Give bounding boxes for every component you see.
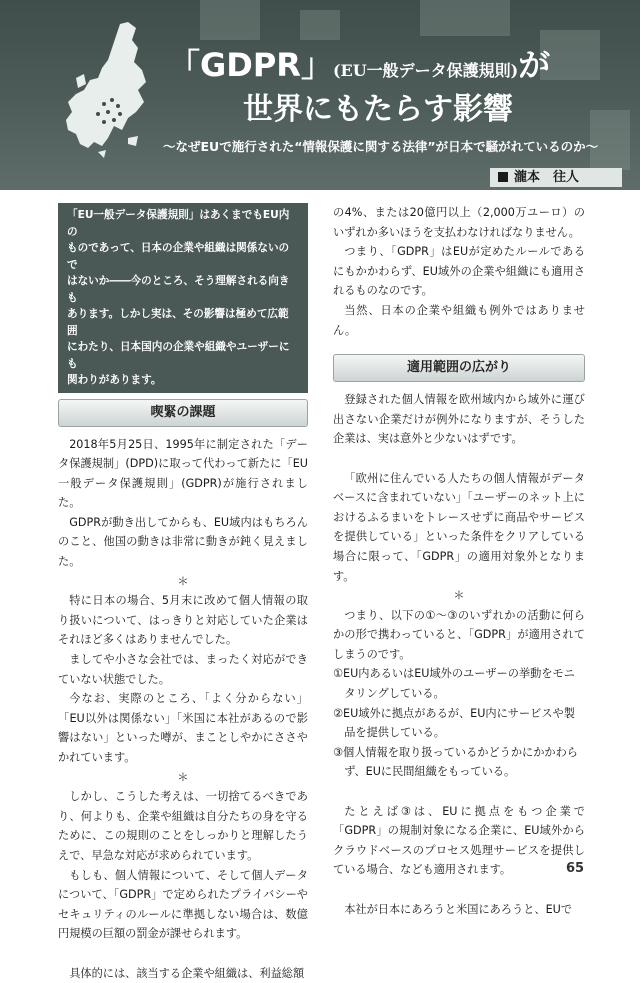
header-banner — [0, 0, 640, 190]
title-bracket-close: 」 — [300, 46, 333, 84]
title-ga: が — [518, 46, 551, 84]
paragraph: つまり、「GDPR」はEUが定めたルールであるにもかかわらず、EU域外の企業や組織にも適用されるものなのです。 — [333, 245, 585, 298]
left-column — [58, 203, 308, 983]
paragraph: 2018年5月25日、1995年に制定された「データ保護規制」(DPD)に取って代わって新たに「EU一般データ保護規則」(GDPR)が施行されました。 — [58, 437, 308, 510]
article-title — [168, 40, 638, 86]
section-star: ＊ — [177, 770, 189, 784]
title-bracket-open: 「 — [168, 46, 201, 84]
paragraph: 今なお、実際のところ、「よく分からない」「EU以外は関係ない」「米国に本社があるので影響はない」といった噂が、まことしやかにささやかれています。 — [58, 692, 308, 764]
section-heading: 喫緊の課題 — [58, 399, 308, 427]
section-heading: 適用範囲の広がり — [333, 354, 585, 382]
author-name: 瀧本 往人 — [514, 170, 580, 185]
paragraph: 「欧州に住んでいる人たちの個人情報がデータベースに含まれていない」「ユーザーのネット上におけるふるまいをトレースせずに商品やサービスを提供している」といった条件をクリアしている場合に限って、「GDPR」の適用対象外となります。 — [333, 471, 585, 583]
intro-box — [58, 203, 308, 393]
title-gdpr: GDPR — [200, 46, 301, 84]
section-star: ＊ — [453, 589, 465, 603]
intro-line: あります。しかし実は、その影響は極めて広範囲 — [67, 308, 289, 337]
europe-map-icon — [58, 18, 158, 168]
paragraph: もしも、個人情報について、そして個人データについて、「GDPR」で定められたプライバシーやセキュリティのルールに準拠しない場合は、数億円規模の巨額の罰金が課せられます。 — [58, 868, 308, 941]
paragraph: 当然、日本の企業や組織も例外ではありません。 — [333, 303, 585, 337]
paragraph: たとえば③は、EUに拠点をもつ企業で「GDPR」の規制対象になる企業に、EU域外からクラウドベースのプロセス処理サービスを提供している場合、なども適用されます。 — [333, 804, 585, 877]
author — [498, 168, 579, 187]
list-item: ③個人情報を取り扱っているかどうかにかかわらず、EUに民間組織をもっている。 — [333, 745, 578, 779]
paragraph: の4%、または20億円以上（2,000万ユーロ）のいずれか多いほうを支払わなければなりません。 — [333, 206, 585, 239]
list-item: ①EU内あるいはEU域外のユーザーの挙動をモニタリングしている。 — [333, 667, 575, 701]
article-title-line2: 世界にもたらす影響 — [243, 92, 513, 127]
intro-line: にわたり、日本国内の企業や組織やユーザーにも — [67, 341, 290, 370]
intro-line: はないか――今のところ、そう理解される向きも — [67, 275, 290, 304]
paragraph: しかし、こうした考えは、一切捨てるべきであり、何よりも、企業や組織は自分たちの身を守るために、この規則のことをしっかりと理解したうえで、早急な対応が求められています。 — [58, 790, 308, 862]
paragraph: ましてや小さな会社では、まったく対応ができていない状態でした。 — [58, 653, 308, 686]
intro-line: 「EU一般データ保護規則」はあくまでもEU内の — [67, 209, 290, 238]
title-paren: (EU一般データ保護規則) — [332, 61, 519, 80]
section-star: ＊ — [177, 574, 189, 588]
paragraph: 本社が日本にあろうと米国にあろうと、EUで — [344, 902, 573, 916]
article-subtitle: 〜なぜEUで施行された“情報保護に関する法律”が日本で騒がれているのか〜 — [163, 139, 599, 154]
square-bullet-icon — [498, 172, 508, 182]
paragraph: GDPRが動き出してからも、EU域内はもちろんのこと、他国の動きは非常に動きが鈍く見えました。 — [58, 515, 308, 569]
paragraph: 具体的には、該当する企業や組織は、利益総額 — [69, 966, 305, 980]
right-column — [333, 203, 585, 919]
intro-line: 関わりがあります。 — [67, 374, 162, 386]
page-number: 65 — [566, 861, 585, 876]
paragraph: 登録された個人情報を欧州域内から域外に運び出さない企業だけが例外になりますが、そうした企業は、実は意外と少ないはずです。 — [333, 393, 585, 446]
paragraph: 特に日本の場合、5月末に改めて個人情報の取り扱いについて、はっきりと対応していた企業はそれほど多くはありませんでした。 — [58, 594, 308, 647]
paragraph: つまり、以下の①～③のいずれかの活動に何らかの形で携わっていると、「GDPR」が適用されてしまうのです。 — [333, 608, 585, 661]
intro-line: ものであって、日本の企業や組織は関係ないので — [67, 242, 290, 271]
list-item: ②EU域外に拠点があるが、EU内にサービスや製品を提供している。 — [333, 706, 575, 740]
